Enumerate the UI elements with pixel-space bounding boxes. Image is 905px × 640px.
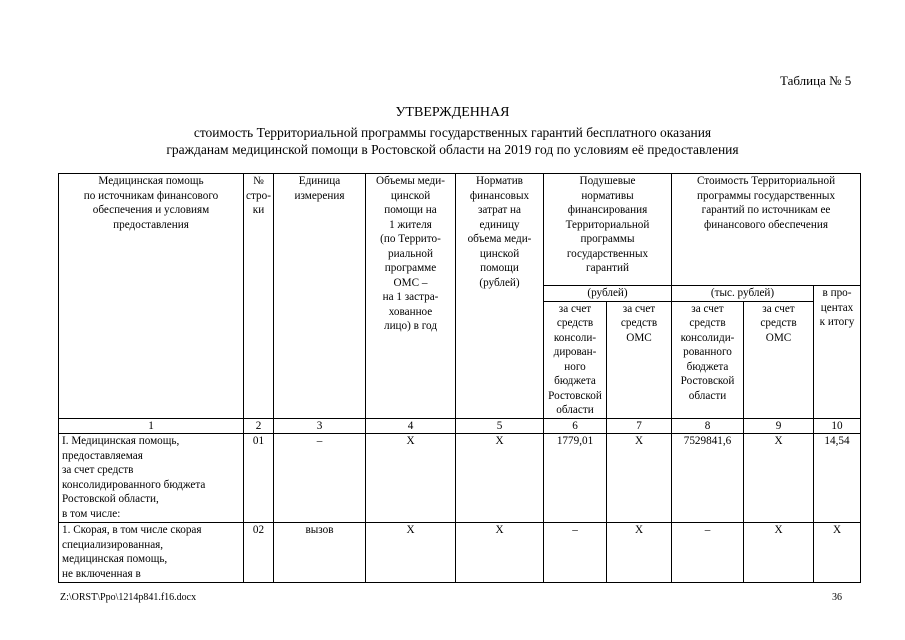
row-cell: X bbox=[456, 523, 544, 583]
header-volume: Объемы меди- цинской помощи на 1 жителя (по Террито- риальной программе ОМС – на 1 застра- хованное лицо) в год bbox=[366, 174, 456, 419]
column-number: 4 bbox=[366, 418, 456, 434]
header-per-capita-norms: Подушевые нормативы финансирования Территориальной программы государственных гарантий bbox=[544, 174, 672, 286]
row-cell: X bbox=[607, 523, 672, 583]
column-number: 2 bbox=[244, 418, 274, 434]
column-number: 6 bbox=[544, 418, 607, 434]
header-medical-care: Медицинская помощь по источникам финансового обеспечения и условиям предоставления bbox=[59, 174, 244, 419]
column-number: 7 bbox=[607, 418, 672, 434]
header-rubles: (рублей) bbox=[544, 286, 672, 302]
column-number: 1 bbox=[59, 418, 244, 434]
row-cell: X bbox=[366, 523, 456, 583]
row-cell: – bbox=[544, 523, 607, 583]
header-thousand-rubles: (тыс. рублей) bbox=[672, 286, 814, 302]
document-subtitle-line-2: гражданам медицинской помощи в Ростовской области на 2019 год по условиям её предоставления bbox=[166, 142, 739, 157]
document-title: УТВЕРЖДЕННАЯ bbox=[395, 105, 510, 120]
header-row-number: № стро- ки bbox=[244, 174, 274, 419]
row-cell: X bbox=[744, 523, 814, 583]
row-cell: 7529841,6 bbox=[672, 434, 744, 523]
header-consolidated-budget-rubles: за счет средств консоли- дирован- ного бюджета Ростовской области bbox=[544, 301, 607, 418]
column-number: 9 bbox=[744, 418, 814, 434]
footer-page-number: 36 bbox=[832, 592, 842, 603]
row-cell: X bbox=[814, 523, 861, 583]
row-cell: вызов bbox=[274, 523, 366, 583]
column-number: 3 bbox=[274, 418, 366, 434]
cost-table bbox=[58, 173, 861, 583]
row-cell: – bbox=[672, 523, 744, 583]
document-subtitle-line-1: стоимость Территориальной программы государственных гарантий бесплатного оказания bbox=[193, 125, 712, 140]
row-cell: X bbox=[607, 434, 672, 523]
column-number: 8 bbox=[672, 418, 744, 434]
row-cell: 02 bbox=[244, 523, 274, 583]
row-cell: 01 bbox=[244, 434, 274, 523]
header-financial-norm: Норматив финансовых затрат на единицу объема меди- цинской помощи (рублей) bbox=[456, 174, 544, 419]
row-name: 1. Скорая, в том числе скорая специализированная, медицинская помощь, не включенная в bbox=[59, 523, 244, 583]
header-consolidated-budget-thousands: за счет средств консолиди- рованного бюджета Ростовской области bbox=[672, 301, 744, 418]
header-unit: Единица измерения bbox=[274, 174, 366, 419]
column-number-row bbox=[59, 418, 861, 434]
row-cell: 1779,01 bbox=[544, 434, 607, 523]
row-cell: – bbox=[274, 434, 366, 523]
header-oms-thousands: за счет средств ОМС bbox=[744, 301, 814, 418]
column-number: 10 bbox=[814, 418, 861, 434]
row-cell: 14,54 bbox=[814, 434, 861, 523]
table-number-label: Таблица № 5 bbox=[780, 73, 852, 88]
row-cell: X bbox=[366, 434, 456, 523]
header-percent-of-total: в про- центах к итогу bbox=[814, 286, 861, 419]
row-cell: X bbox=[456, 434, 544, 523]
footer-file-path: Z:\ORST\Ppo\1214p841.f16.docx bbox=[60, 592, 197, 603]
table-row bbox=[59, 523, 861, 583]
column-number: 5 bbox=[456, 418, 544, 434]
table-row bbox=[59, 434, 861, 523]
row-cell: X bbox=[744, 434, 814, 523]
row-name: I. Медицинская помощь, предоставляемая за счет средств консолидированного бюджета Ростовской области, в том числе: bbox=[59, 434, 244, 523]
header-oms-rubles: за счет средств ОМС bbox=[607, 301, 672, 418]
header-program-cost: Стоимость Территориальной программы государственных гарантий по источникам ее финансового обеспечения bbox=[672, 174, 861, 286]
